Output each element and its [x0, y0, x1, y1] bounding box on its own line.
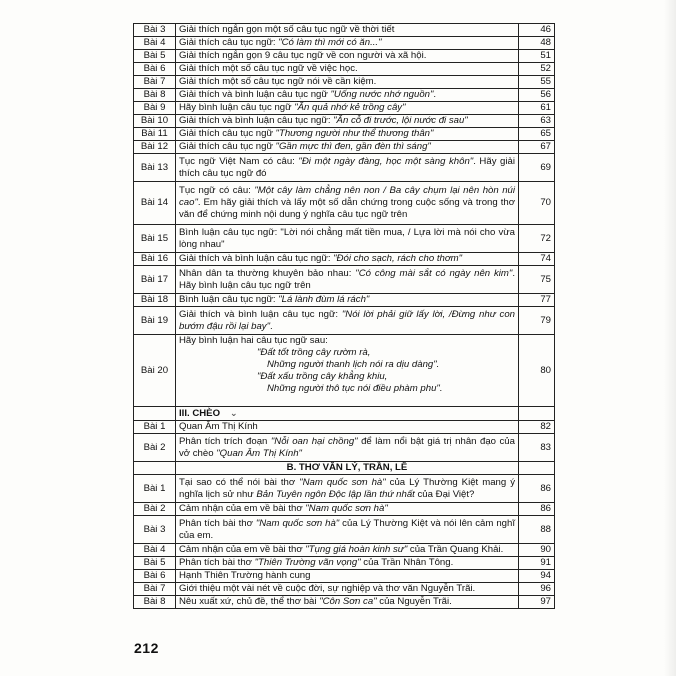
lesson-number: Bài 20 [134, 335, 176, 407]
title-text: . Hãy giải thích câu tục ngữ đó [179, 155, 515, 179]
lesson-number: Bài 1 [134, 421, 176, 434]
title-text: . Em hãy giải thích và lấy một số dẫn chứng trong cuộc sống và trong thơ văn để chứng minh nội dung ý nghĩa câu tục ngữ trên [179, 197, 515, 220]
toc-row [134, 37, 555, 50]
page-ref: 77 [519, 294, 555, 307]
lesson-number: Bài 3 [134, 516, 176, 544]
page-ref: 56 [519, 89, 555, 102]
title-text: Giải thích câu tục ngữ: [179, 37, 279, 48]
toc-row [134, 434, 555, 462]
title-text: Hãy bình luận câu tục ngữ [179, 102, 295, 113]
lesson-number: Bài 5 [134, 557, 176, 570]
lesson-title [176, 570, 519, 583]
title-text: . Hãy bình luận câu tục ngữ trên [179, 267, 515, 291]
title-text: Giải thích ngắn gọn 9 câu tục ngữ về con người và xã hội. [179, 50, 427, 61]
page-ref: 82 [519, 421, 555, 434]
poem-line: "Đất xấu trồng cây khẳng khiu, [257, 371, 388, 382]
title-text: . [270, 320, 273, 332]
toc-row [134, 182, 555, 225]
page-ref: 79 [519, 307, 555, 335]
toc-row [134, 516, 555, 544]
toc-row [134, 544, 555, 557]
lesson-title [176, 434, 519, 462]
lesson-title [176, 102, 519, 115]
quoted-title: Bản Tuyên ngôn Độc lập lần thứ nhất [256, 488, 415, 500]
title-text: Cảm nhận của em về bài thơ [179, 503, 306, 514]
toc-row [134, 475, 555, 503]
page-ref: 86 [519, 503, 555, 516]
quoted-title: "Tụng giá hoàn kinh sư" [305, 544, 408, 555]
lesson-title [176, 50, 519, 63]
lesson-title [176, 128, 519, 141]
poem-line: Những người thanh lịch nói ra dịu dàng". [267, 359, 440, 370]
page-ref: 86 [519, 475, 555, 503]
lesson-number: Bài 16 [134, 253, 176, 266]
page-ref: 46 [519, 24, 555, 37]
lesson-number: Bài 4 [134, 544, 176, 557]
lesson-number: Bài 10 [134, 115, 176, 128]
title-text: Giải thích câu tục ngữ [179, 128, 276, 139]
title-text: Giải thích câu tục ngữ [179, 141, 276, 152]
lesson-number: Bài 5 [134, 50, 176, 63]
page-ref: 51 [519, 50, 555, 63]
toc-row [134, 557, 555, 570]
page-ref: 88 [519, 516, 555, 544]
page-ref: 55 [519, 76, 555, 89]
title-text: Nhân dân ta thường khuyên bảo nhau: [179, 267, 356, 279]
page-ref: 74 [519, 253, 555, 266]
table-of-contents [133, 23, 555, 609]
page-ref: 67 [519, 141, 555, 154]
section-row [134, 462, 555, 475]
title-text: Quan Âm Thị Kính [179, 421, 258, 432]
lesson-number: Bài 2 [134, 503, 176, 516]
quoted-title: "Lá lành đùm lá rách" [278, 294, 370, 305]
section-title: B. THƠ VĂN LÝ, TRẦN, LÊ [286, 462, 408, 473]
toc-row [134, 421, 555, 434]
section-spacer [519, 407, 555, 421]
toc-row [134, 76, 555, 89]
title-text: Giải thích và bình luận câu tục ngữ [179, 89, 331, 100]
lesson-title [176, 516, 519, 544]
section-spacer [134, 462, 176, 475]
page-ref: 52 [519, 63, 555, 76]
page-ref: 94 [519, 570, 555, 583]
title-text: Phân tích bài thơ [179, 517, 256, 529]
section-title: III. CHÈO [179, 408, 221, 419]
lesson-number: Bài 18 [134, 294, 176, 307]
lesson-number: Bài 14 [134, 182, 176, 225]
lesson-title [176, 24, 519, 37]
title-text: của Lý Thường Kiệt và nói lên cảm nghĩ của em. [179, 517, 515, 541]
section-spacer [134, 407, 176, 421]
quoted-title: "Gần mực thì đen, gần đèn thì sáng" [275, 141, 431, 152]
title-text: Bình luận câu tục ngữ: "Lời nói chẳng mất tiền mua, / Lựa lời mà nói cho vừa lòng nhau" [179, 226, 515, 250]
toc-row [134, 89, 555, 102]
title-text: Tại sao có thể nói bài thơ [179, 476, 300, 488]
page-edge-shadow [664, 0, 676, 676]
section-heading [176, 462, 519, 475]
quoted-title: "Thiên Trường vãn vọng" [254, 557, 361, 568]
lesson-number: Bài 4 [134, 37, 176, 50]
section-row [134, 407, 555, 421]
lesson-title [176, 596, 519, 609]
lesson-title [176, 76, 519, 89]
title-text: của Nguyễn Trãi. [376, 596, 452, 607]
lesson-title [176, 225, 519, 253]
page-ref: 83 [519, 434, 555, 462]
quoted-title: "Nói lời phải giữ lấy lời, /Đừng như con bướm đậu rồi lại bay" [179, 308, 515, 332]
toc-row [134, 596, 555, 609]
quoted-title: "Nỗi oan hại chồng" [270, 435, 358, 447]
lesson-title [176, 266, 519, 294]
toc-row [134, 115, 555, 128]
toc-row [134, 154, 555, 182]
quoted-title: "Nam quốc sơn hà" [305, 503, 388, 514]
title-text: Giải thích một số câu tục ngữ nói về cần kiệm. [179, 76, 377, 87]
page-ref: 80 [519, 335, 555, 407]
page-ref: 70 [519, 182, 555, 225]
toc-row [134, 225, 555, 253]
lesson-number: Bài 3 [134, 24, 176, 37]
text-cursor-icon: ⌄ [230, 408, 238, 418]
page-ref: 65 [519, 128, 555, 141]
title-text: Giải thích ngắn gọn một số câu tục ngữ về thời tiết [179, 24, 395, 35]
lesson-title [176, 307, 519, 335]
lesson-number: Bài 7 [134, 583, 176, 596]
lesson-title [176, 421, 519, 434]
toc-row [134, 583, 555, 596]
lesson-title [176, 335, 519, 407]
toc-row [134, 335, 555, 407]
lesson-title [176, 115, 519, 128]
title-text: của Lý Thường Kiệt mang ý nghĩa lịch sử như [179, 476, 515, 500]
quoted-title: "Có làm thì mới có ăn..." [278, 37, 382, 48]
lesson-title [176, 89, 519, 102]
toc-row [134, 503, 555, 516]
title-text: Tục ngữ có câu: [179, 185, 255, 196]
quoted-title: "Đi một ngày đàng, học một sàng khôn" [298, 155, 474, 167]
toc-row [134, 294, 555, 307]
poem-line: "Đất tốt trồng cây rườm rà, [257, 347, 371, 358]
toc-row [134, 141, 555, 154]
quoted-title: "Ăn quả nhớ kẻ trồng cây" [294, 102, 406, 113]
title-text: Giới thiệu một vài nét về cuộc đời, sự nghiệp và thơ văn Nguyễn Trãi. [179, 583, 476, 594]
title-text: để làm nổi bật giá trị nhân đạo của vở chèo [179, 435, 515, 459]
title-text: của Trần Nhân Tông. [360, 557, 454, 568]
title-text: Hãy bình luận hai câu tục ngữ sau: [179, 335, 328, 346]
page-number: 212 [134, 640, 159, 656]
lesson-number: Bài 9 [134, 102, 176, 115]
lesson-number: Bài 6 [134, 570, 176, 583]
page-ref: 72 [519, 225, 555, 253]
toc-row [134, 570, 555, 583]
lesson-number: Bài 1 [134, 475, 176, 503]
page-ref: 48 [519, 37, 555, 50]
lesson-number: Bài 12 [134, 141, 176, 154]
title-text: Nêu xuất xứ, chủ đề, thể thơ bài [179, 596, 320, 607]
page-ref: 90 [519, 544, 555, 557]
title-text: Cảm nhận của em về bài thơ [179, 544, 306, 555]
quoted-title: "Nam quốc sơn hà" [299, 476, 386, 488]
lesson-number: Bài 17 [134, 266, 176, 294]
lesson-title [176, 182, 519, 225]
toc-row [134, 24, 555, 37]
lesson-title [176, 583, 519, 596]
page-ref: 69 [519, 154, 555, 182]
title-text: của Trần Quang Khải. [407, 544, 504, 555]
title-text: Giải thích một số câu tục ngữ về việc học. [179, 63, 358, 74]
toc-row [134, 266, 555, 294]
lesson-number: Bài 2 [134, 434, 176, 462]
quoted-title: "Nam quốc sơn hà" [255, 517, 340, 529]
quoted-title: "Đói cho sạch, rách cho thơm" [333, 253, 463, 264]
toc-row [134, 128, 555, 141]
lesson-title [176, 253, 519, 266]
section-heading [176, 407, 519, 421]
title-text: Hạnh Thiên Trường hành cung [179, 570, 311, 581]
lesson-number: Bài 8 [134, 89, 176, 102]
quoted-title: "Quan Âm Thị Kính" [216, 447, 302, 459]
toc-row [134, 50, 555, 63]
lesson-title [176, 37, 519, 50]
poem-line: Những người thô tục nói điều phàm phu". [267, 383, 443, 394]
page-ref: 96 [519, 583, 555, 596]
page-ref: 63 [519, 115, 555, 128]
toc-row [134, 102, 555, 115]
toc-row [134, 63, 555, 76]
lesson-title [176, 544, 519, 557]
section-spacer [519, 462, 555, 475]
lesson-number: Bài 13 [134, 154, 176, 182]
lesson-title [176, 141, 519, 154]
lesson-title [176, 475, 519, 503]
title-text: Giải thích và bình luận câu tục ngữ: [179, 115, 334, 126]
title-text: Tục ngữ Việt Nam có câu: [179, 155, 299, 167]
lesson-number: Bài 19 [134, 307, 176, 335]
lesson-title [176, 294, 519, 307]
title-text: Phân tích bài thơ [179, 557, 255, 568]
page-ref: 91 [519, 557, 555, 570]
page-ref: 61 [519, 102, 555, 115]
quoted-title: "Một cây làm chẳng nên non / Ba cây chụm lại nên hòn núi cao" [179, 185, 516, 208]
quoted-title: "Ăn cỗ đi trước, lội nước đi sau" [333, 115, 468, 126]
lesson-number: Bài 15 [134, 225, 176, 253]
quoted-title: "Có công mài sắt có ngày nên kim" [355, 267, 513, 279]
lesson-title [176, 63, 519, 76]
lesson-title [176, 557, 519, 570]
lesson-title [176, 154, 519, 182]
lesson-number: Bài 8 [134, 596, 176, 609]
quoted-title: "Côn Sơn ca" [319, 596, 377, 607]
lesson-number: Bài 6 [134, 63, 176, 76]
quoted-title: "Thương người như thể thương thân" [275, 128, 434, 139]
title-text: Giải thích và bình luận câu tục ngữ: [179, 253, 334, 264]
quoted-title: "Uống nước nhớ nguồn" [330, 89, 434, 100]
title-text: Phân tích trích đoạn [179, 435, 271, 447]
lesson-number: Bài 7 [134, 76, 176, 89]
lesson-title [176, 503, 519, 516]
lesson-number: Bài 11 [134, 128, 176, 141]
page-ref: 97 [519, 596, 555, 609]
page-ref: 75 [519, 266, 555, 294]
toc-row [134, 253, 555, 266]
title-text: . [433, 89, 437, 100]
title-text: Giải thích và bình luận câu tục ngữ: [179, 308, 342, 320]
toc-row [134, 307, 555, 335]
title-text: của Đại Việt? [414, 488, 475, 500]
title-text: Bình luận câu tục ngữ: [179, 294, 279, 305]
